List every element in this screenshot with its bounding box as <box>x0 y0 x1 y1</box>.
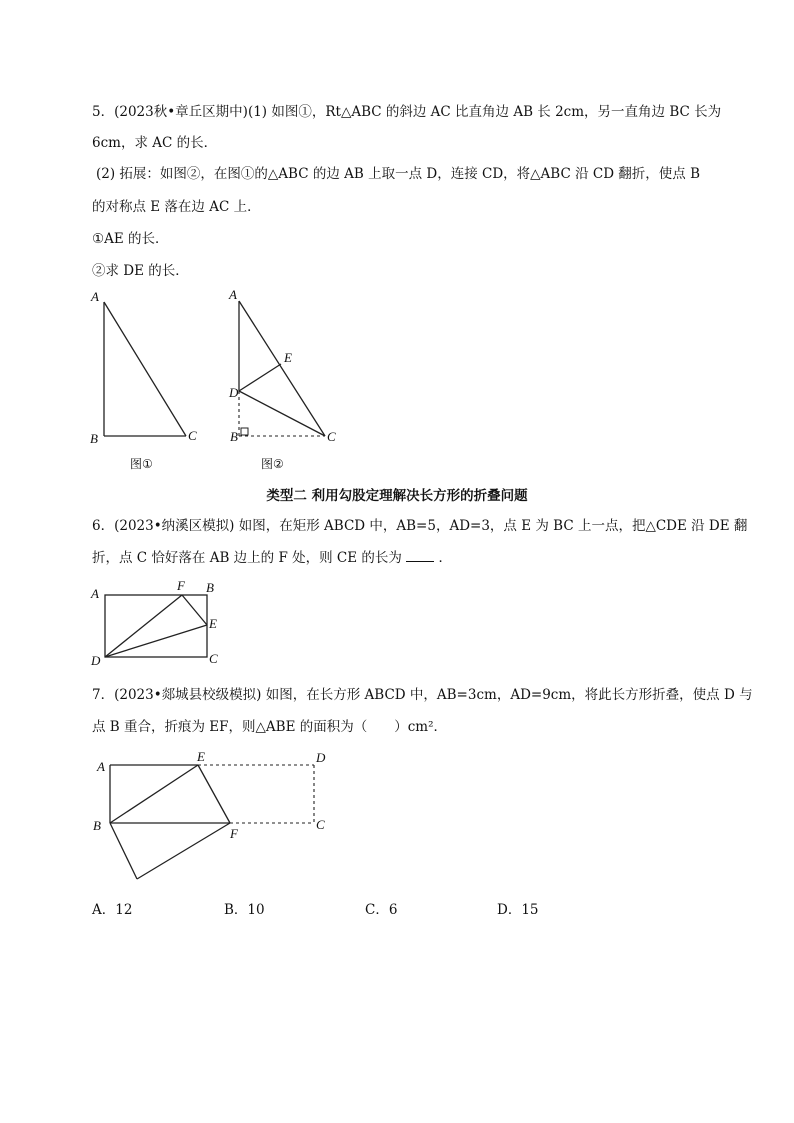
q5-line-3: (2) 拓展：如图②，在图①的△ABC 的边 AB 上取一点 D，连接 CD，将△ABC 沿 CD 翻折，使点 B <box>96 166 701 182</box>
q6-label-d: D <box>91 653 101 668</box>
q6-label-b: B <box>206 580 214 595</box>
fig2-caption: 图② <box>261 457 284 471</box>
fig1-caption: 图① <box>130 457 153 471</box>
section-heading: 类型二 利用勾股定理解决长方形的折叠问题 <box>266 488 528 504</box>
q7-choice-a: A．12 <box>92 902 133 918</box>
q7-label-a: A <box>97 759 105 774</box>
q7-choice-c: C．6 <box>365 902 398 918</box>
q6-label-c: C <box>209 651 218 666</box>
q7-label-c: C <box>316 817 325 832</box>
fig2-label-d: D <box>229 385 239 400</box>
q6-line-2-text: 折，点 C 恰好落在 AB 边上的 F 处，则 CE 的长为 <box>92 550 402 566</box>
q7-label-b: B <box>93 818 101 833</box>
q7-folded-rectangle-figure <box>93 749 326 879</box>
q7-label-f: F <box>230 826 238 841</box>
q7-line-2: 点 B 重合，折痕为 EF，则△ABE 的面积为（ ）cm²． <box>92 719 447 735</box>
q6-label-a: A <box>91 586 99 601</box>
figure-2-folded-triangle <box>228 287 336 471</box>
q6-label-f: F <box>177 578 185 593</box>
q6-line-2-end: ． <box>438 550 452 566</box>
figure-1-right-triangle <box>90 289 197 471</box>
q7-line-1: 7．(2023•郯城县校级模拟) 如图，在长方形 ABCD 中，AB=3cm，AD=9cm，将此长方形折叠，使点 D 与 <box>92 687 753 703</box>
fig2-label-a: A <box>229 287 237 302</box>
fig1-label-a: A <box>91 289 99 304</box>
fig1-label-c: C <box>188 428 197 443</box>
q7-label-e: E <box>197 749 205 764</box>
q5-line-4: 的对称点 E 落在边 AC 上． <box>92 199 261 215</box>
q7-choice-d: D．15 <box>497 902 539 918</box>
fig2-label-b: B <box>230 429 238 444</box>
q5-sub-question-2: ②求 DE 的长． <box>92 263 189 279</box>
q6-rectangle-figure <box>90 578 218 668</box>
fig1-label-b: B <box>90 431 98 446</box>
q5-line-1: 5．(2023秋•章丘区期中)(1) 如图①，Rt△ABC 的斜边 AC 比直角边 AB 长 2cm，另一直角边 BC 长为 <box>92 104 722 120</box>
q6-line-2 <box>92 549 452 567</box>
fig2-label-e: E <box>284 350 292 365</box>
fig2-label-c: C <box>327 429 336 444</box>
q5-line-2: 6cm，求 AC 的长． <box>92 135 218 151</box>
q5-sub-question-1: ①AE 的长． <box>92 231 169 247</box>
q6-label-e: E <box>209 616 217 631</box>
q6-answer-blank <box>406 549 434 562</box>
q7-label-d: D <box>316 750 326 765</box>
q6-line-1: 6．(2023•纳溪区模拟) 如图，在矩形 ABCD 中，AB=5，AD=3，点 E 为 BC 上一点，把△CDE 沿 DE 翻 <box>92 518 748 534</box>
q7-choice-b: B．10 <box>224 902 265 918</box>
